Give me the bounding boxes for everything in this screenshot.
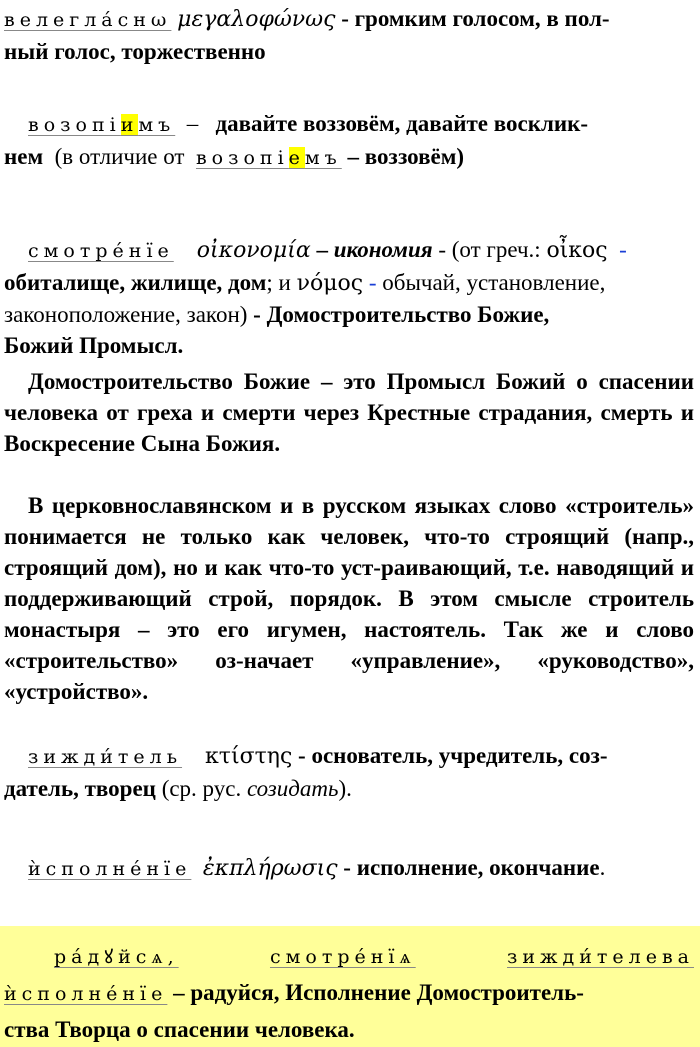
cs-word-zizhditeleva: зижди́телева xyxy=(507,946,694,968)
definition-text: - громким голосом, в пол- xyxy=(335,6,610,31)
term: икономия xyxy=(333,237,433,262)
greek-word-oikos: οἶκος xyxy=(546,238,608,263)
paragraph-domostroitelstvo: Домостроительство Божие – это Промысл Божий о спасении человека от греха и смерти через Крестные страдания, смерть и Воскресение Сына Божия. xyxy=(4,369,694,456)
entry-velegl-asno xyxy=(4,3,694,67)
blue-dash: - xyxy=(619,237,627,262)
highlighted-letter: е xyxy=(288,147,305,169)
cs-word-smotreniya: смотре́нїѧ xyxy=(269,946,416,968)
dash: – xyxy=(186,111,199,136)
greek-word: κτίστης xyxy=(205,744,293,769)
church-slavonic-word: смотре́нїе xyxy=(28,240,174,262)
church-slavonic-word: ѝсполне́нїе xyxy=(28,858,192,880)
church-slavonic-word: возопіимъ xyxy=(28,114,176,136)
highlight-line-1 xyxy=(4,940,694,975)
comparison-translation: – воззовём) xyxy=(347,144,465,169)
entry-ispolnenie: ѝсполне́нїе ἐκπλήρωσις - исполнение, окончание. xyxy=(28,855,606,881)
greek-word: ἐκπλήρωσις xyxy=(202,856,338,881)
greek-word-nomos: νόμος xyxy=(296,271,364,296)
definition-text-cont: ный голос, торжественно xyxy=(4,39,266,64)
comparison-note: (в отличие от xyxy=(54,144,185,169)
church-slavonic-word-alt: возопіемъ xyxy=(195,147,342,169)
cs-word-raduisya: ра́дꙋйсѧ, xyxy=(54,946,179,968)
definition-text-cont: нем xyxy=(4,144,44,169)
church-slavonic-word: зижди́тель xyxy=(28,746,183,768)
church-slavonic-word: велегла́снω xyxy=(4,9,172,31)
entry-smotrenie: смотре́нїе οἰκονομία – икономия - (от греч.: οἶκος - обиталище, жилище, дом; и νόμος - обычай, установление, законоположение, закон) - Домостроительство Божие, Божий Промысл. xyxy=(4,237,627,358)
highlighted-letter: и xyxy=(120,114,139,136)
highlight-block-text xyxy=(4,940,694,1047)
paragraph-stroitel: В церковнославянском и в русском языках слово «строитель» понимается не только как человек, что-то строящий (напр., строящий дом), но и как что-то уст-раивающий, т.е. наводящий и поддерживающий строй, порядок. В этом смысле строитель монастыря – это его игумен, настоятель. Так же и слово «строительство» оз-начает «управление», «руководство», «устройство». xyxy=(4,493,694,704)
highlight-line-3: ства Творца о спасении человека. xyxy=(4,1017,355,1042)
entry-vozopiim xyxy=(4,108,694,174)
cs-word-ispolnenie: ѝсполне́нїе xyxy=(4,983,168,1005)
entry-zizhditel: зижди́тель κτίστης - основатель, учредитель, соз- датель, творец (ср. рус. созидать). xyxy=(4,743,608,801)
highlight-line-2: ѝсполне́нїе – радуйся, Исполнение Домостроитель- xyxy=(4,980,584,1005)
greek-word: μεγαλοφώνως xyxy=(177,7,336,32)
definition-text: давайте воззовём, давайте воcклик- xyxy=(215,111,589,136)
greek-word: οἰκονομία xyxy=(196,238,311,263)
